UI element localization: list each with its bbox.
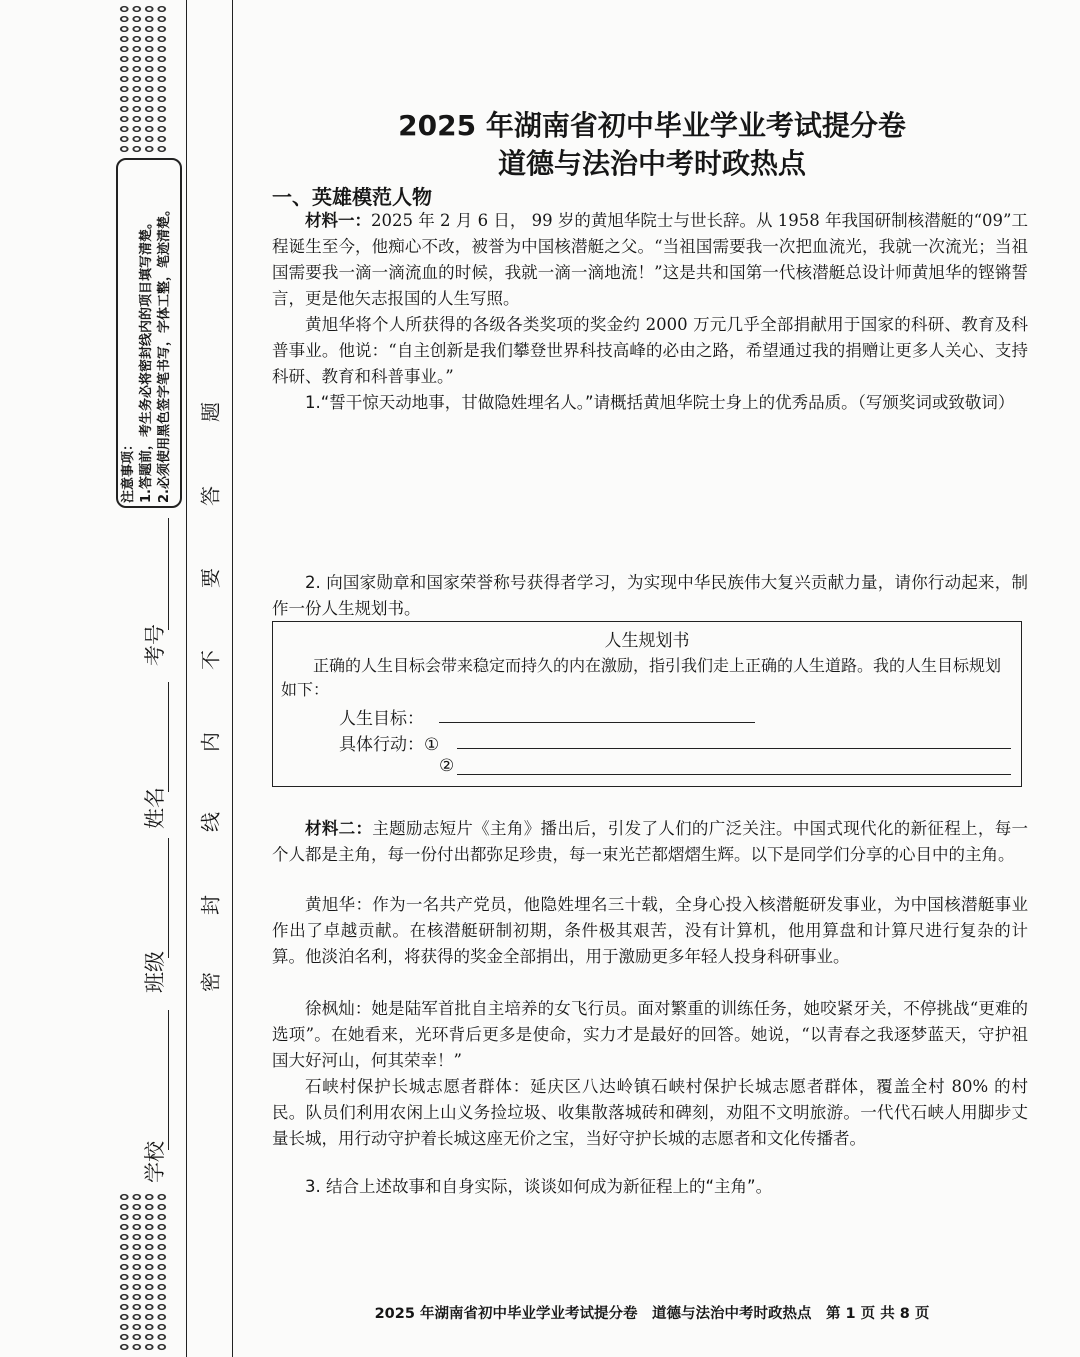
material-1-paragraph-2: 黄旭华将个人所获得的各级各类奖项的奖金约 2000 万元几乎全部捐献用于国家的科研、教育及科普事业。他说：“自主创新是我们攀登世界科技高峰的必由之路，希望通过我的捐赠让更多人关心、支持科研、教育和科普事业。” xyxy=(272,315,1028,386)
field-school-line[interactable] xyxy=(168,1010,169,1150)
life-plan-box xyxy=(272,621,1022,787)
notice-box xyxy=(116,158,182,508)
seal-line-outer xyxy=(232,0,233,1357)
material-1-paragraph xyxy=(272,208,1028,312)
field-examno-line[interactable] xyxy=(168,518,169,630)
life-goal-label: 人生目标： xyxy=(339,709,424,729)
binding-chain-top xyxy=(118,4,168,154)
notice-title: 注意事项： xyxy=(121,437,136,503)
question-1: 1.“誓干惊天动地事，甘做隐姓埋名人。”请概括黄旭华院士身上的优秀品质。（写颁奖词或致敬词） xyxy=(305,393,1015,412)
binding-chain-bottom xyxy=(118,1192,168,1352)
material-1-text: 2025 年 2 月 6 日， 99 岁的黄旭华院士与世长辞。从 1958 年我国研制核潜艇的“09”工程诞生至今，他痴心不改，被誉为中国核潜艇之父。“当祖国需要我一次把血流光，我就一次流光；当祖国需要我一滴一滴流血的时候，我就一滴一滴地流！”这是共和国第一代核潜艇总设计师黄旭华的铿锵誓言，更是他矢志报国的人生写照。 xyxy=(272,211,1028,308)
action-2-line[interactable] xyxy=(457,774,1011,775)
story-huang: 黄旭华：作为一名共产党员，他隐姓埋名三十载，全身心投入核潜艇研发事业，为中国核潜艇事业作出了卓越贡献。在核潜艇研制初期，条件极其艰苦，没有计算机，他用算盘和计算尺进行复杂的计算。他淡泊名利，将获得的奖金全部捐出，用于激励更多年轻人投身科研事业。 xyxy=(272,895,1028,966)
seal-char-yao: 要 xyxy=(198,568,223,588)
seal-char-mi: 密 xyxy=(198,972,223,992)
seal-char-nei: 内 xyxy=(198,732,223,752)
action-1-line[interactable] xyxy=(457,748,1011,749)
action-label: 具体行动：① xyxy=(339,735,440,755)
field-name-line[interactable] xyxy=(168,682,169,792)
material-2-text: 主题励志短片《主角》播出后，引发了人们的广泛关注。中国式现代化的新征程上，每一个人都是主角，每一份付出都弥足珍贵，每一束光芒都熠熠生辉。以下是同学们分享的心目中的主角。 xyxy=(272,819,1029,864)
question-3: 3. 结合上述故事和自身实际，谈谈如何成为新征程上的“主角”。 xyxy=(305,1177,773,1196)
field-class-line[interactable] xyxy=(168,838,169,958)
field-examno-label: 考号 xyxy=(143,624,167,666)
seal-char-da: 答 xyxy=(198,486,223,506)
life-goal-line[interactable] xyxy=(439,722,755,723)
page-subtitle: 道德与法治中考时政热点 xyxy=(497,147,806,180)
seal-line-inner xyxy=(186,0,187,1357)
section-heading: 一、英雄模范人物 xyxy=(272,185,432,209)
story-xu: 徐枫灿：她是陆军首批自主培养的女飞行员。面对繁重的训练任务，她咬紧牙关，不停挑战“更难的选项”。在她看来，光环背后更多是使命，实力才是最好的回答。她说，“以青春之我逐梦蓝天，守护祖国大好河山，何其荣幸！” xyxy=(272,999,1028,1070)
field-school-label: 学校 xyxy=(143,1141,167,1183)
field-class-label: 班级 xyxy=(143,951,167,993)
seal-char-ti: 题 xyxy=(198,402,223,422)
life-plan-title: 人生规划书 xyxy=(604,631,690,651)
notice-line-2: 2.必须使用黑色签字笔书写，字体工整，笔迹清楚。 xyxy=(157,203,172,503)
page-title: 2025 年湖南省初中毕业学业考试提分卷 xyxy=(398,109,906,142)
seal-char-xian: 线 xyxy=(198,812,223,832)
seal-char-feng: 封 xyxy=(198,895,223,915)
notice-line-1: 1.答题前，考生务必将密封线内的项目填写清楚。 xyxy=(139,216,154,503)
material-2-lead: 材料二： xyxy=(305,819,373,838)
question-2: 2. 向国家勋章和国家荣誉称号获得者学习，为实现中华民族伟大复兴贡献力量，请你行动起来，制作一份人生规划书。 xyxy=(272,573,1028,618)
binding-margin xyxy=(0,0,232,1357)
action-2-marker: ② xyxy=(439,756,455,776)
story-shixia: 石峡村保护长城志愿者群体：延庆区八达岭镇石峡村保护长城志愿者群体，覆盖全村 80% 的村民。队员们利用农闲上山义务捡垃圾、收集散落城砖和碑刻，劝阻不文明旅游。一代代石峡人用脚步丈量长城，用行动守护着长城这座无价之宝，当好守护长城的志愿者和文化传播者。 xyxy=(272,1077,1028,1148)
material-2-paragraph xyxy=(272,816,1028,868)
field-name-label: 姓名 xyxy=(143,787,167,829)
seal-char-bu: 不 xyxy=(198,650,223,670)
life-plan-intro: 正确的人生目标会带来稳定而持久的内在激励，指引我们走上正确的人生道路。我的人生目标规划如下： xyxy=(281,656,1002,699)
material-1-lead: 材料一： xyxy=(305,211,372,230)
page-footer: 2025 年湖南省初中毕业学业考试提分卷 道德与法治中考时政热点 第 1 页 共 8 页 xyxy=(374,1306,930,1322)
